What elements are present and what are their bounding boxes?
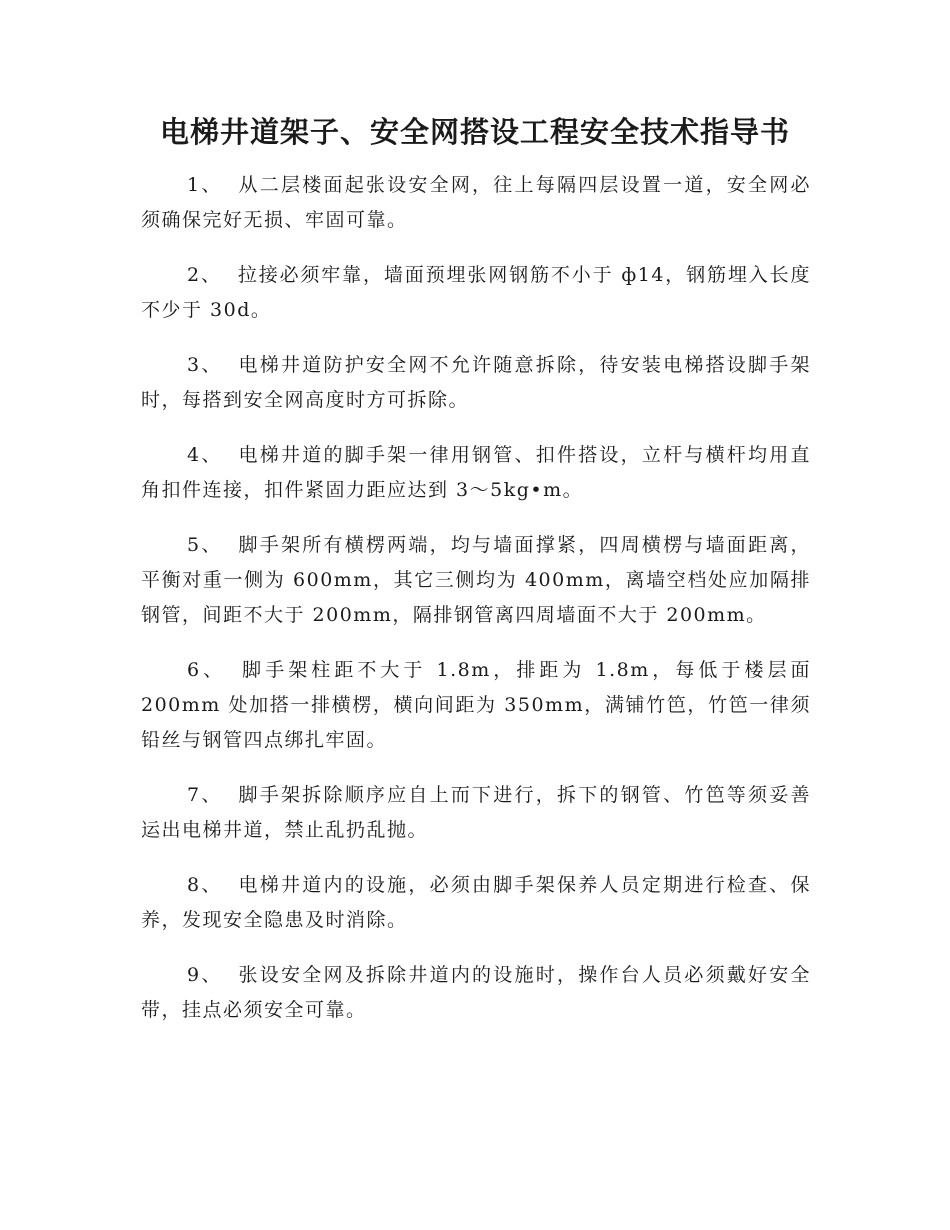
item-number: 9、	[187, 964, 223, 986]
item-number: 7、	[187, 784, 223, 806]
item-text: 电梯井道的脚手架一律用钢管、扣件搭设，立杆与横杆均用直角扣件连接，扣件紧固力距应达到 3～5kg•m。	[141, 444, 811, 501]
item-text: 从二层楼面起张设安全网，往上每隔四层设置一道，安全网必须确保完好无损、牢固可靠。	[141, 174, 811, 231]
item-text: 张设安全网及拆除井道内的设施时，操作台人员必须戴好安全带，挂点必须安全可靠。	[141, 964, 811, 1021]
list-item	[141, 868, 811, 938]
item-number: 2、	[187, 264, 222, 286]
item-text: 电梯井道防护安全网不允许随意拆除，待安装电梯搭设脚手架时，每搭到安全网高度时方可拆除。	[141, 354, 811, 411]
document-title: 电梯井道架子、安全网搭设工程安全技术指导书	[159, 115, 790, 149]
list-item	[141, 528, 811, 633]
item-text: 脚手架拆除顺序应自上而下进行，拆下的钢管、竹笆等须妥善运出电梯井道，禁止乱扔乱抛。	[141, 784, 811, 841]
item-number: 4、	[187, 444, 223, 466]
list-item	[141, 653, 811, 758]
item-number: 5、	[187, 534, 223, 556]
item-number: 3、	[187, 354, 223, 376]
item-number: 8、	[187, 874, 223, 896]
item-text: 拉接必须牢靠，墙面预埋张网钢筋不小于 ф14，钢筋埋入长度不少于 30d。	[141, 264, 811, 321]
list-item	[141, 438, 811, 508]
list-item	[141, 778, 811, 848]
item-number: 1、	[187, 174, 223, 196]
document-body	[141, 168, 811, 1048]
item-text: 电梯井道内的设施，必须由脚手架保养人员定期进行检查、保养，发现安全隐患及时消除。	[141, 874, 811, 931]
list-item	[141, 258, 811, 328]
list-item	[141, 168, 811, 238]
item-text: 脚手架所有横楞两端，均与墙面撑紧，四周横楞与墙面距离，平衡对重一侧为 600mm，其它三侧均为 400mm，离墙空档处应加隔排钢管，间距不大于 200mm，隔排钢管离四周墙面不大于 200mm。	[141, 534, 811, 626]
item-text: 脚手架柱距不大于 1.8m，排距为 1.8m，每低于楼层面 200mm 处加搭一排横楞，横向间距为 350mm，满铺竹笆，竹笆一律须铅丝与钢管四点绑扎牢固。	[141, 659, 812, 751]
item-number: 6、	[187, 659, 227, 681]
list-item	[141, 958, 811, 1028]
list-item	[141, 348, 811, 418]
